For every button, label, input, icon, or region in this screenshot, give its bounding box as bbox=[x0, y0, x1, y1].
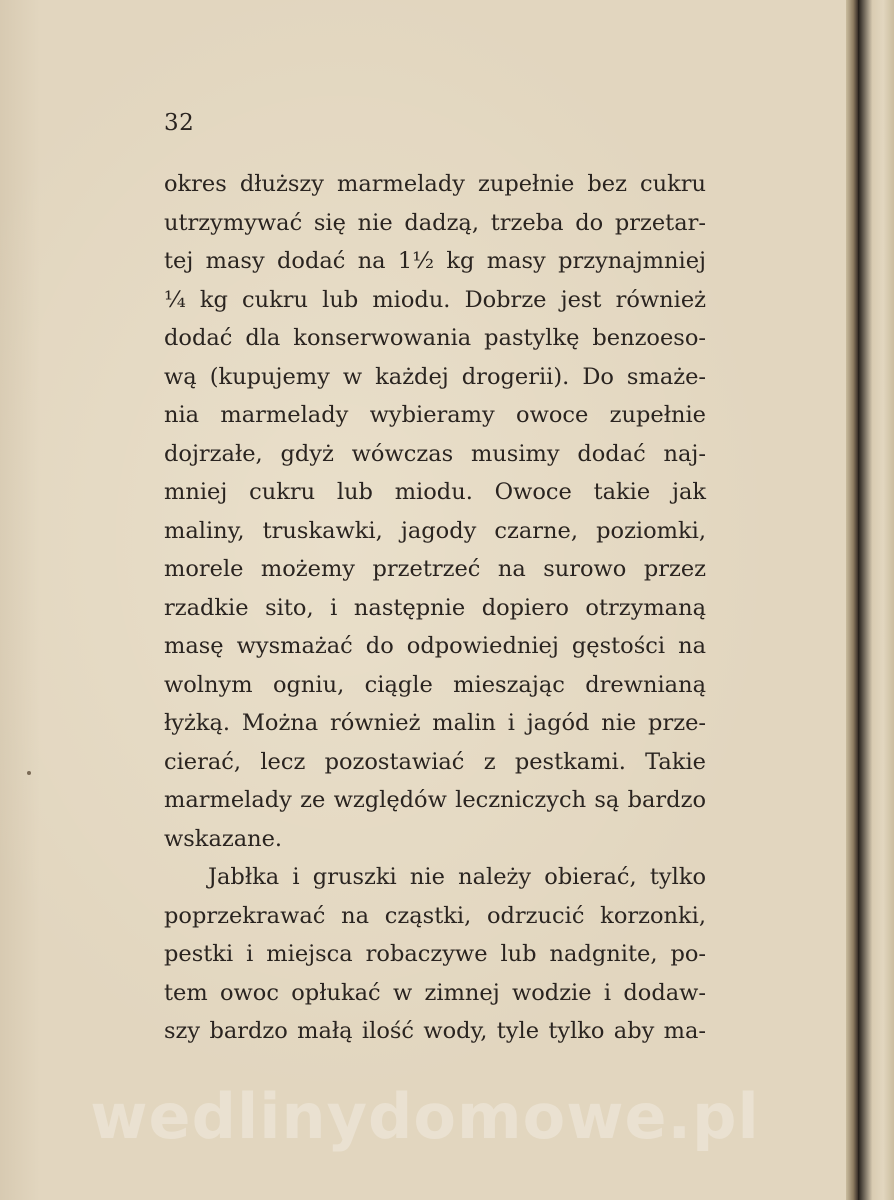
text-line: utrzymywać się nie dadzą, trzeba do przetar- bbox=[164, 209, 706, 236]
text-line: Jabłka i gruszki nie należy obierać, tylko bbox=[208, 864, 706, 890]
text-line: morele możemy przetrzeć na surowo przez bbox=[164, 556, 706, 582]
text-line: łyżką. Można również malin i jagód nie prze- bbox=[164, 710, 706, 736]
text-line: wolnym ogniu, ciągle mieszając drewnianą bbox=[164, 671, 706, 698]
text-line: okres dłuższy marmelady zupełnie bez cukru bbox=[164, 171, 706, 197]
body-text bbox=[164, 165, 706, 1051]
text-line: szy bardzo małą ilość wody, tyle tylko aby ma- bbox=[164, 1018, 706, 1044]
text-line: pestki i miejsca robaczywe lub nadgnite, po- bbox=[164, 941, 706, 967]
text-line: maliny, truskawki, jagody czarne, poziomki, bbox=[164, 517, 706, 544]
text-line: tem owoc opłukać w zimnej wodzie i dodaw- bbox=[164, 979, 706, 1006]
watermark: wedlinydomowe.pl bbox=[90, 1080, 760, 1153]
adjacent-page-edge bbox=[858, 0, 894, 1200]
text-line: nia marmelady wybieramy owoce zupełnie bbox=[164, 402, 706, 428]
page-edge bbox=[846, 0, 858, 1200]
text-line: masę wysmażać do odpowiedniej gęstości na bbox=[164, 633, 706, 659]
text-line: wskazane. bbox=[164, 825, 283, 852]
text-line: wą (kupujemy w każdej drogerii). Do smaże- bbox=[164, 363, 706, 390]
text-line: mniej cukru lub miodu. Owoce takie jak bbox=[164, 479, 706, 505]
text-line: dodać dla konserwowania pastylkę benzoeso- bbox=[164, 325, 706, 351]
text-line: tej masy dodać na 1½ kg masy przynajmniej bbox=[164, 248, 706, 274]
text-line: marmelady ze względów leczniczych są bardzo bbox=[164, 787, 706, 813]
text-line: rzadkie sito, i następnie dopiero otrzymaną bbox=[164, 594, 706, 621]
text-line: cierać, lecz pozostawiać z pestkami. Takie bbox=[164, 748, 706, 775]
paper-speck bbox=[27, 771, 31, 775]
text-line: ¼ kg cukru lub miodu. Dobrze jest również bbox=[164, 286, 706, 313]
text-line: dojrzałe, gdyż wówczas musimy dodać naj- bbox=[164, 440, 706, 467]
page-number: 32 bbox=[164, 110, 195, 136]
text-line: poprzekrawać na cząstki, odrzucić korzonki, bbox=[164, 902, 706, 929]
